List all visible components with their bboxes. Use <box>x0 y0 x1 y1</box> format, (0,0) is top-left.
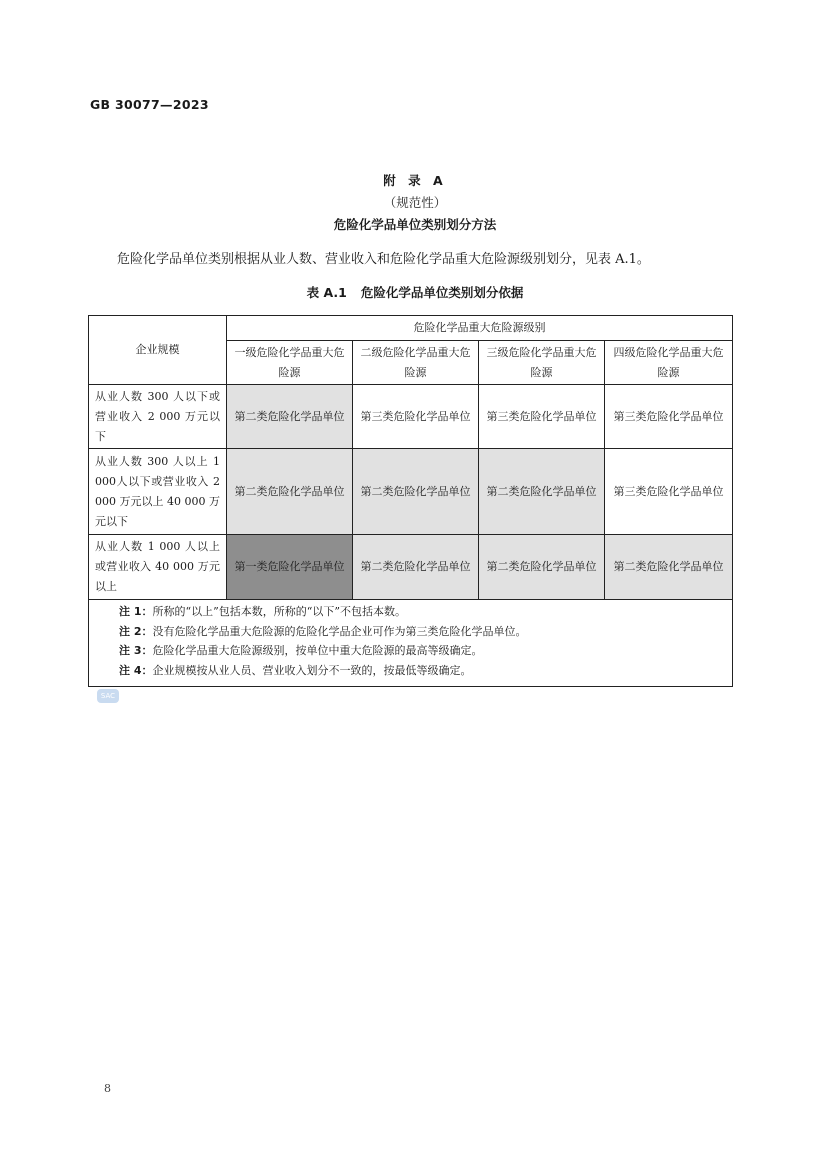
header-level-1: 一级危险化学品重大危险源 <box>227 341 353 385</box>
note-label: 注 3： <box>119 644 153 657</box>
classification-table <box>88 315 733 687</box>
table-cell: 第三类危险化学品单位 <box>479 385 605 449</box>
intro-paragraph: 危险化学品单位类别根据从业人数、营业收入和危险化学品重大危险源级别划分，见表 A.1。 <box>117 252 650 267</box>
table-cell: 第二类危险化学品单位 <box>479 449 605 535</box>
sac-watermark-logo: SAC <box>97 689 119 703</box>
appendix-title: 附 录 A <box>383 173 447 188</box>
note-text: 危险化学品重大危险源级别，按单位中重大危险源的最高等级确定。 <box>152 644 483 657</box>
page-number: 8 <box>104 1082 111 1095</box>
note-label: 注 4： <box>119 663 153 677</box>
table-caption <box>0 283 830 301</box>
note-item <box>119 622 722 642</box>
table-row <box>89 535 733 600</box>
note-item <box>119 661 722 681</box>
header-level-4: 四级危险化学品重大危险源 <box>605 341 733 385</box>
table-cell: 第二类危险化学品单位 <box>353 535 479 600</box>
table-cell: 第二类危险化学品单位 <box>605 535 733 600</box>
table-cell: 第二类危险化学品单位 <box>227 385 353 449</box>
note-label: 注 2： <box>119 624 153 638</box>
table-caption-title: 危险化学品单位类别划分依据 <box>360 285 524 300</box>
table-cell: 第三类危险化学品单位 <box>353 385 479 449</box>
table-cell: 第三类危险化学品单位 <box>605 385 733 449</box>
header-level-3: 三级危险化学品重大危险源 <box>479 341 605 385</box>
table-cell: 第二类危险化学品单位 <box>227 449 353 535</box>
row-scale-label: 从业人数 300 人以下或营业收入 2 000 万元以下 <box>89 385 227 449</box>
table-header-row <box>89 316 733 341</box>
note-text: 没有危险化学品重大危险源的危险化学品企业可作为第三类危险化学品单位。 <box>152 624 527 638</box>
note-label: 注 1： <box>119 605 153 618</box>
appendix-heading: 危险化学品单位类别划分方法 <box>333 217 497 232</box>
table-cell: 第二类危险化学品单位 <box>479 535 605 600</box>
table-notes-row <box>89 600 733 687</box>
table-caption-number: 表 A.1 <box>306 285 347 300</box>
note-item <box>119 602 722 622</box>
note-text: 企业规模按从业人员、营业收入划分不一致的，按最低等级确定。 <box>152 663 472 677</box>
table-row <box>89 385 733 449</box>
header-hazard-level-group: 危险化学品重大危险源级别 <box>227 316 733 341</box>
note-item <box>119 641 722 661</box>
table-row <box>89 449 733 535</box>
appendix-type: （规范性） <box>383 195 447 210</box>
standard-id: GB 30077—2023 <box>90 97 209 112</box>
table-cell: 第一类危险化学品单位 <box>227 535 353 600</box>
row-scale-label: 从业人数 1 000 人以上或营业收入 40 000 万元以上 <box>89 535 227 600</box>
table-cell: 第三类危险化学品单位 <box>605 449 733 535</box>
table-notes <box>89 600 733 687</box>
header-level-2: 二级危险化学品重大危险源 <box>353 341 479 385</box>
table-cell: 第二类危险化学品单位 <box>353 449 479 535</box>
header-enterprise-scale: 企业规模 <box>89 316 227 385</box>
note-text: 所称的“以上”包括本数，所称的“以下”不包括本数。 <box>152 605 406 618</box>
row-scale-label: 从业人数 300 人以上 1 000人以下或营业收入 2 000 万元以上 40 000 万元以下 <box>89 449 227 535</box>
